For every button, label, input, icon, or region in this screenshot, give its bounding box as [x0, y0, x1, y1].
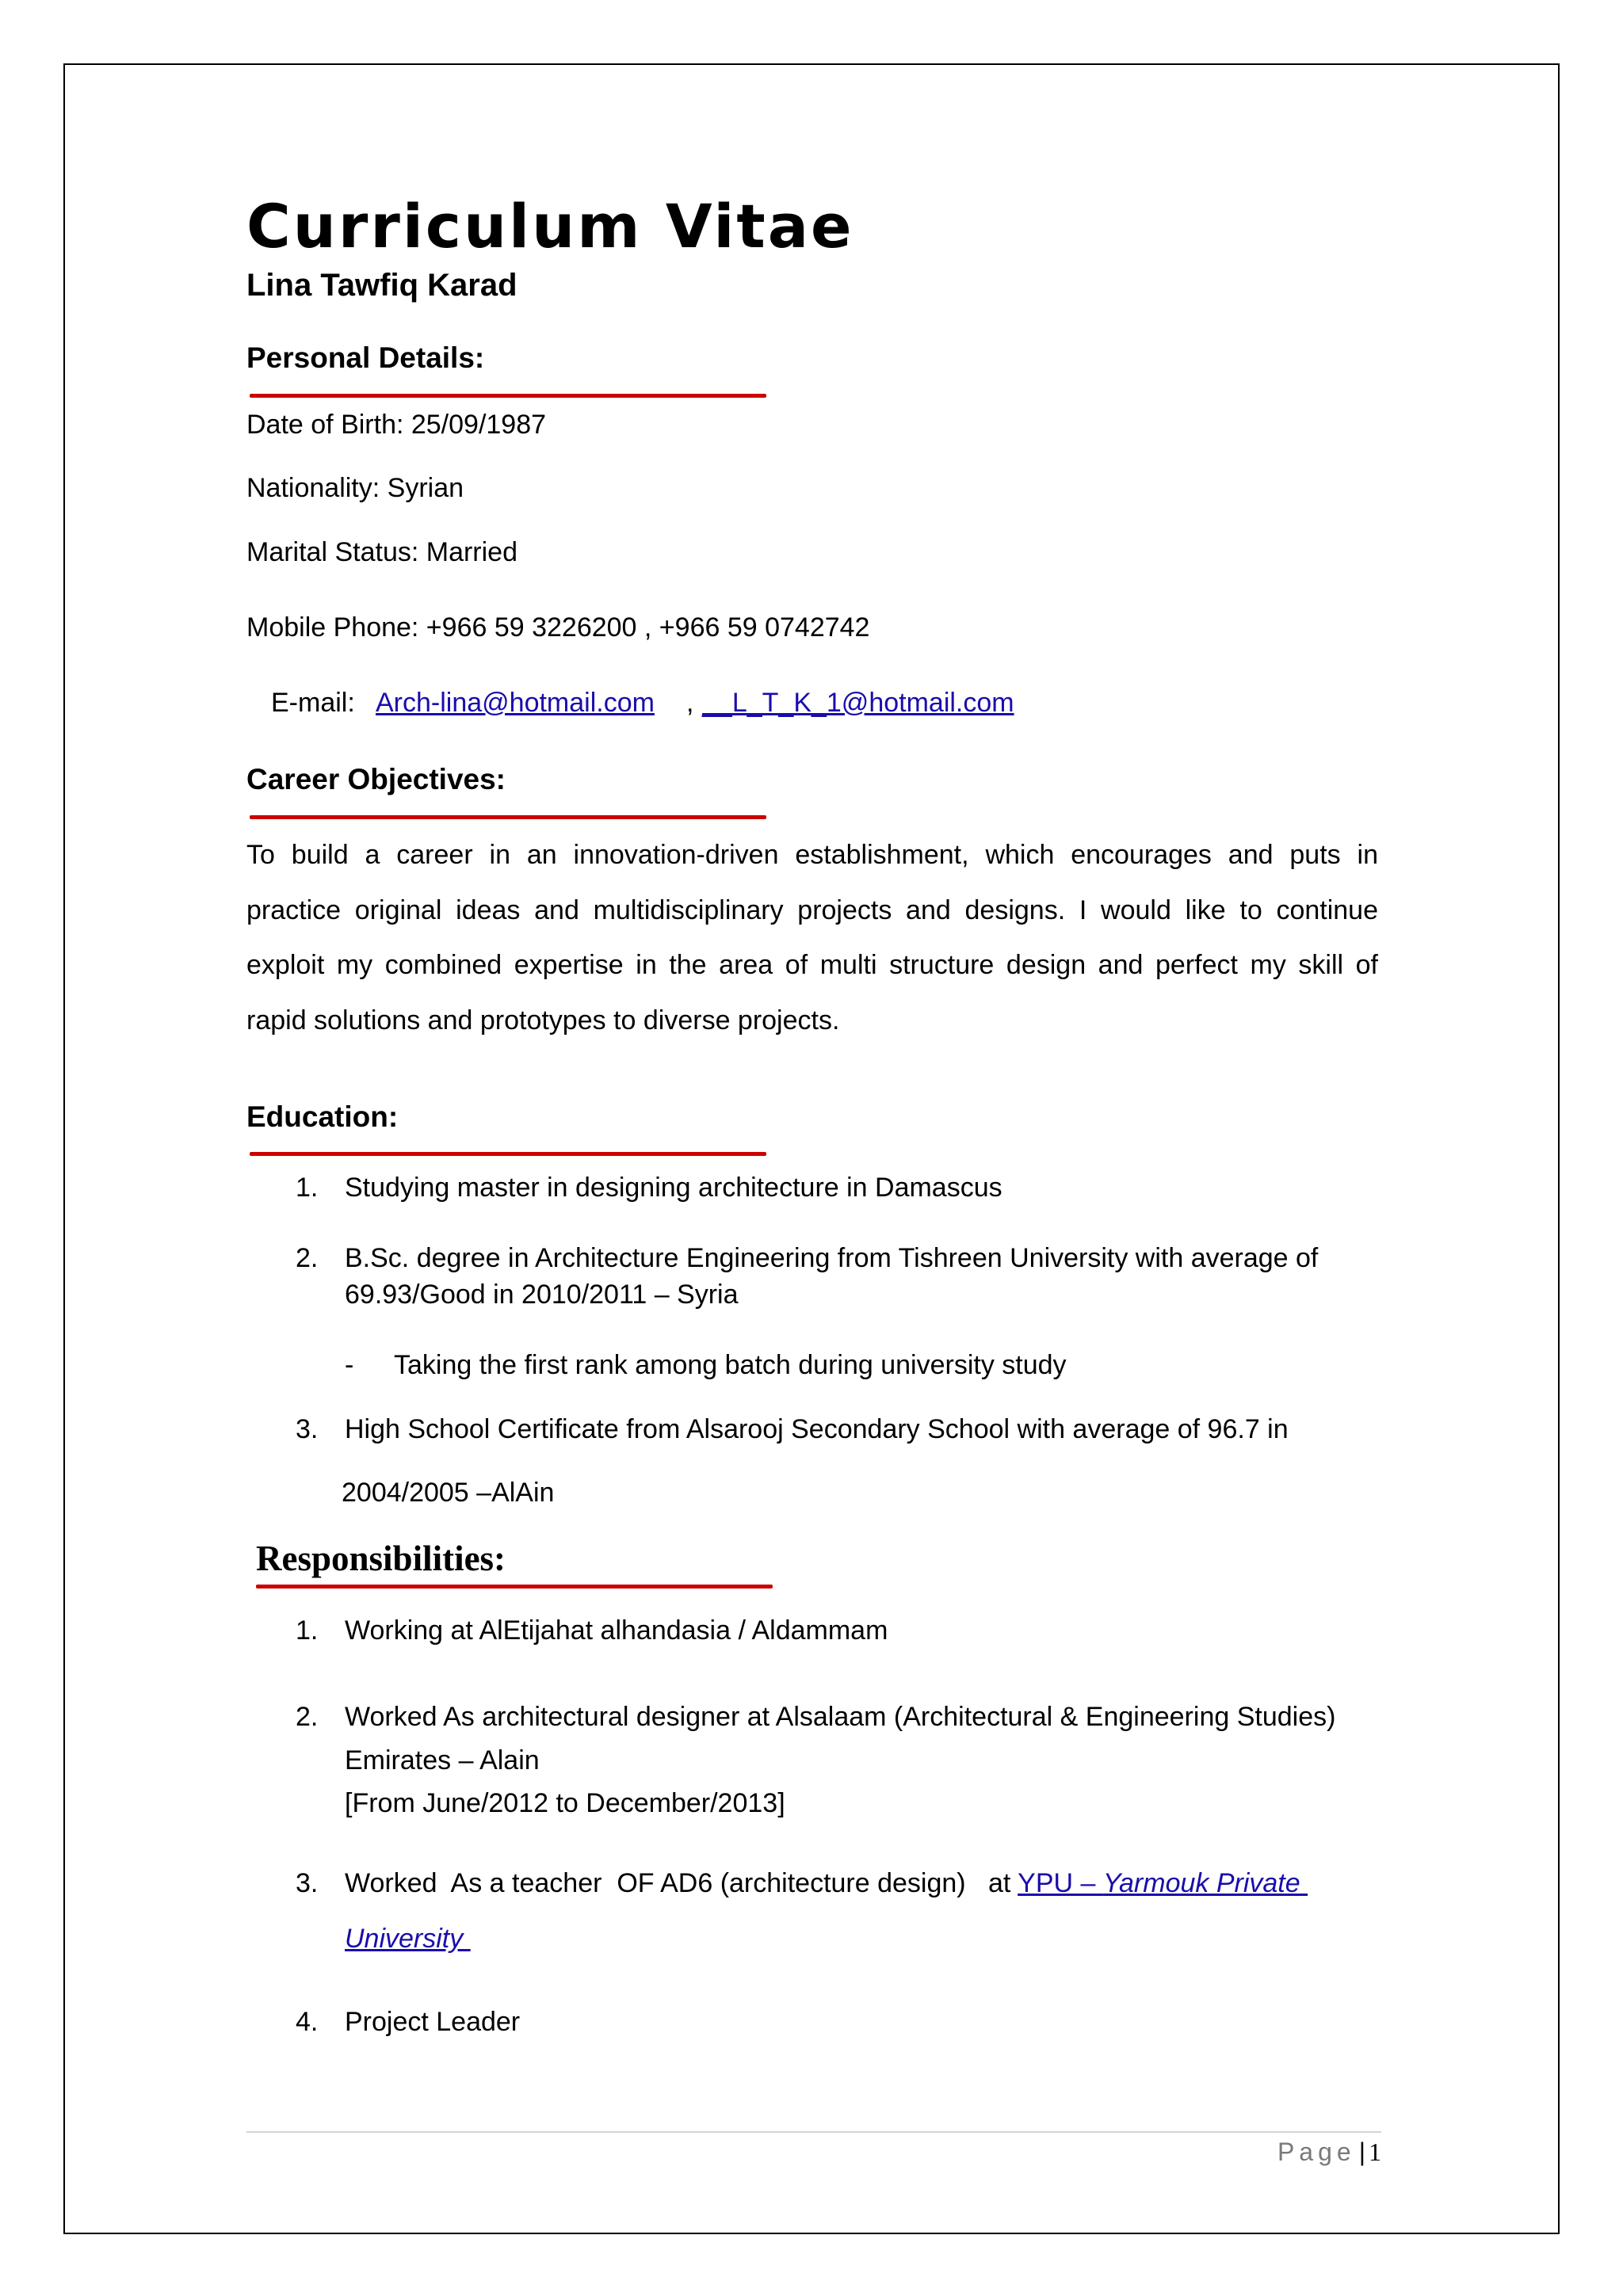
career-text-line: practice original ideas and multidisciplinary projects and designs. I would like to continue — [246, 895, 1378, 925]
marital-status: Marital Status: Married — [246, 537, 517, 567]
email-link-1[interactable]: Arch-lina@hotmail.com — [376, 688, 655, 718]
responsibility-item-prefix: Worked As a teacher OF AD6 (architecture design) at — [345, 1868, 1018, 1898]
list-number: 2. — [296, 1702, 319, 1732]
heading-responsibilities: Responsibilities: — [256, 1539, 506, 1578]
candidate-name: Lina Tawfiq Karad — [246, 268, 517, 303]
responsibility-item-continued: Emirates – Alain — [345, 1745, 540, 1775]
career-text-line: rapid solutions and prototypes to diverse projects. — [246, 1005, 840, 1035]
list-number: 3. — [296, 1868, 319, 1898]
page-separator: | — [1358, 2138, 1365, 2166]
page-number: 1 — [1369, 2138, 1381, 2166]
yarmouk-link[interactable]: Yarmouk Private — [1102, 1868, 1308, 1898]
education-item: B.Sc. degree in Architecture Engineering from Tishreen University with average of — [345, 1243, 1319, 1273]
section-rule — [250, 394, 766, 398]
ypu-link[interactable]: YPU – — [1018, 1868, 1103, 1898]
list-number: 4. — [296, 2007, 319, 2037]
heading-career-objectives: Career Objectives: — [246, 763, 506, 795]
responsibility-item: Working at AlEtijahat alhandasia / Aldammam — [345, 1615, 888, 1646]
section-rule — [250, 815, 766, 819]
education-item-continued: 2004/2005 –AlAin — [342, 1478, 555, 1508]
responsibility-item: Worked As architectural designer at Alsalaam (Architectural & Engineering Studies) — [345, 1702, 1336, 1732]
responsibility-item-dates: [From June/2012 to December/2013] — [345, 1788, 785, 1818]
email-label: E-mail: — [271, 688, 355, 718]
sub-bullet-dash: - — [345, 1350, 354, 1380]
mobile-phone: Mobile Phone: +966 59 3226200 , +966 59 0742742 — [246, 612, 870, 643]
responsibility-item — [345, 1870, 1308, 1897]
career-text-line: exploit my combined expertise in the area of multi structure design and perfect my skill of — [246, 950, 1378, 980]
nationality: Nationality: Syrian — [246, 473, 464, 503]
document-title: Curriculum Vitae — [246, 191, 854, 261]
career-text-line: To build a career in an innovation-driven establishment, which encourages and puts in — [246, 840, 1378, 870]
page-word: Page — [1277, 2138, 1356, 2166]
date-of-birth: Date of Birth: 25/09/1987 — [246, 410, 547, 440]
list-number: 2. — [296, 1243, 319, 1273]
section-rule — [250, 1152, 766, 1156]
page-border — [63, 63, 1560, 2234]
list-number: 1. — [296, 1615, 319, 1646]
education-item-continued: 69.93/Good in 2010/2011 – Syria — [345, 1280, 739, 1310]
education-item: High School Certificate from Alsarooj Secondary School with average of 96.7 in — [345, 1414, 1289, 1444]
footer-rule — [246, 2131, 1381, 2133]
page-footer — [1277, 2139, 1381, 2164]
email-link-2[interactable]: __L_T_K_1@hotmail.com — [702, 688, 1014, 718]
list-number: 1. — [296, 1173, 319, 1203]
responsibility-item: Project Leader — [345, 2007, 521, 2037]
heading-personal-details: Personal Details: — [246, 341, 485, 374]
education-sub-item: Taking the first rank among batch during university study — [394, 1350, 1067, 1380]
list-number: 3. — [296, 1414, 319, 1444]
section-rule — [256, 1585, 773, 1589]
education-item: Studying master in designing architecture in Damascus — [345, 1173, 1002, 1203]
email-separator: , — [686, 688, 694, 718]
heading-education: Education: — [246, 1100, 399, 1133]
university-link[interactable]: University — [345, 1924, 471, 1954]
